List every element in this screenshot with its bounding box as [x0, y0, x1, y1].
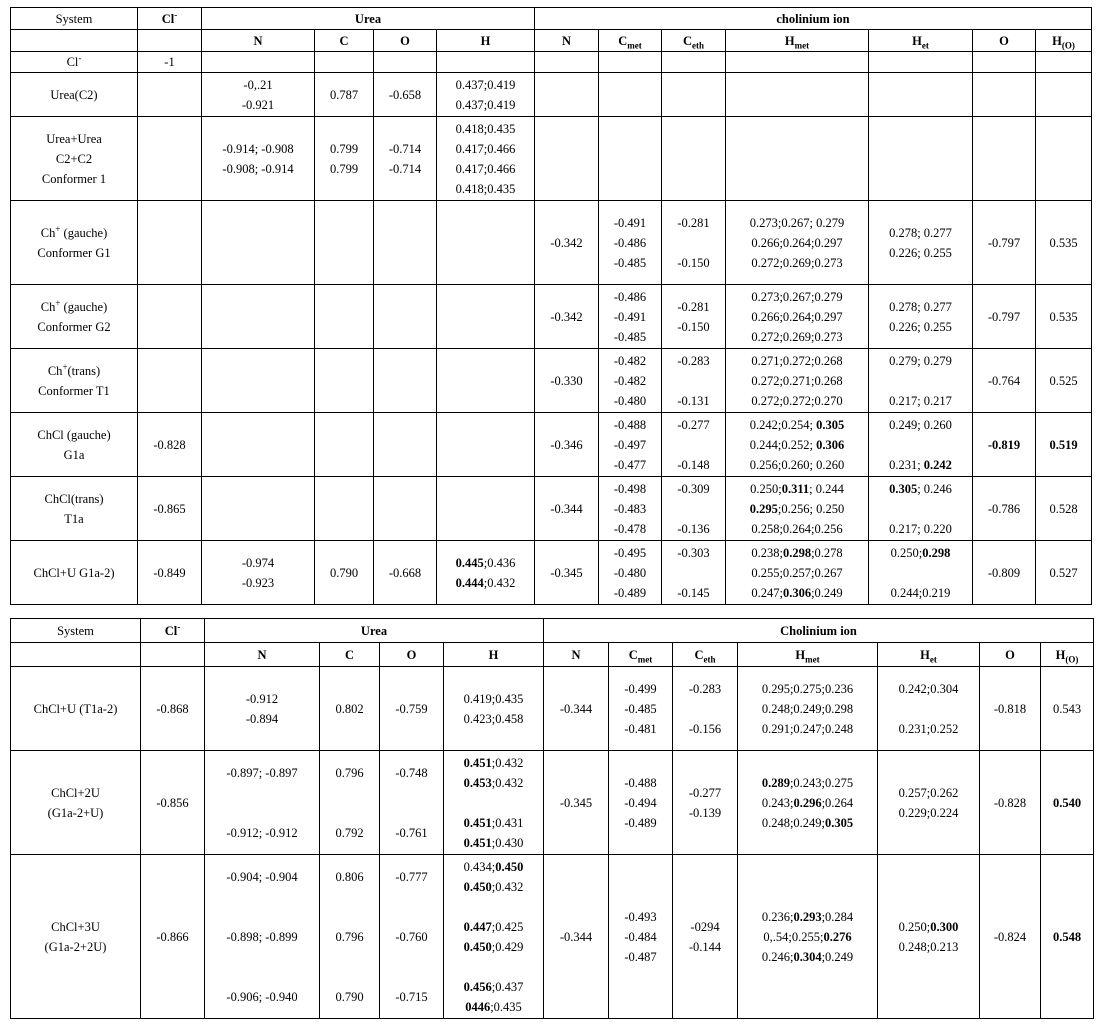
system-cell: ChCl+U (T1a-2) [11, 667, 141, 751]
system-cell: Cl- [11, 52, 138, 73]
chloride-charge-cell [138, 285, 202, 349]
charge-cell-cHet: 0.279; 0.279 0.217; 0.217 [869, 349, 973, 413]
chloride-charge-cell: -0.849 [138, 541, 202, 605]
charge-cell-cHmet: 0.238;0.298;0.278 0.255;0.257;0.267 0.247;0.306;0.249 [726, 541, 869, 605]
header-blank [141, 643, 205, 667]
table-row [11, 855, 1094, 1019]
charge-cell-cN [535, 73, 599, 117]
header-cholinium-atom: $H_{(O)}$ [1036, 30, 1092, 52]
charge-cell-uO: -0.777 -0.760 -0.715 [380, 855, 444, 1019]
charge-cell-uN [202, 349, 315, 413]
charge-cell-cCmet: -0.488 -0.494 -0.489 [609, 751, 673, 855]
charge-cell-cHO: 0.535 [1036, 201, 1092, 285]
system-cell: Ch+(trans) Conformer T1 [11, 349, 138, 413]
table-row [11, 477, 1092, 541]
charge-cell-cN: -0.346 [535, 413, 599, 477]
charge-cell-cHmet: 0.295;0.275;0.236 0.248;0.249;0.298 0.291;0.247;0.248 [738, 667, 878, 751]
charge-cell-cHO: 0.519 [1036, 413, 1092, 477]
table-row [11, 285, 1092, 349]
charge-cell-cHmet [726, 73, 869, 117]
header-urea-atom: H [437, 30, 535, 52]
header-urea-atom: O [380, 643, 444, 667]
header-cholinium-atom: $H_{(O)}$ [1041, 643, 1094, 667]
charge-table-2 [10, 618, 1094, 1019]
header-urea-atom: O [374, 30, 437, 52]
charge-cell-uN [202, 477, 315, 541]
charge-cell-uN: -0,.21 -0.921 [202, 73, 315, 117]
header-blank [138, 30, 202, 52]
charge-cell-uC [315, 201, 374, 285]
charge-cell-cHmet [726, 117, 869, 201]
charge-cell-uC: 0.806 0.796 0.790 [320, 855, 380, 1019]
chloride-charge-cell [138, 117, 202, 201]
charge-cell-uH: 0.434;0.450 0.450;0.432 0.447;0.425 0.450;0.429 0.456;0.437 0446;0.435 [444, 855, 544, 1019]
charge-cell-cHmet: 0.236;0.293;0.284 0,.54;0.255;0.276 0.246;0.304;0.249 [738, 855, 878, 1019]
charge-cell-uC: 0.796 0.792 [320, 751, 380, 855]
charge-cell-cHmet: 0.289;0.243;0.275 0.243;0.296;0.264 0.248;0.249;0.305 [738, 751, 878, 855]
charge-cell-cCmet [599, 117, 662, 201]
header-cholinium-atom: $C_{eth}$ [662, 30, 726, 52]
charge-cell-uC [315, 52, 374, 73]
header-system: System [11, 619, 141, 643]
charge-cell-cN: -0.342 [535, 201, 599, 285]
charge-cell-uO: -0.714 -0.714 [374, 117, 437, 201]
charge-cell-uH [437, 201, 535, 285]
table-row [11, 52, 1092, 73]
charge-cell-cHO: 0.548 [1041, 855, 1094, 1019]
charge-cell-cHet: 0.305; 0.246 0.217; 0.220 [869, 477, 973, 541]
header-cholinium-atom: $H_{met}$ [726, 30, 869, 52]
charge-cell-cN: -0.344 [544, 667, 609, 751]
charge-cell-uH: 0.418;0.435 0.417;0.466 0.417;0.466 0.418;0.435 [437, 117, 535, 201]
charge-cell-cHO: 0.535 [1036, 285, 1092, 349]
charge-cell-uO: -0.658 [374, 73, 437, 117]
charge-cell-uH [437, 349, 535, 413]
charge-cell-cHmet [726, 52, 869, 73]
table-row [11, 751, 1094, 855]
charge-cell-cCmet: -0.493 -0.484 -0.487 [609, 855, 673, 1019]
charge-cell-uN [202, 285, 315, 349]
header-cholinium-atom: O [980, 643, 1041, 667]
header-urea: Urea [202, 8, 535, 30]
charge-cell-cCeth [662, 52, 726, 73]
charge-cell-uO: -0.668 [374, 541, 437, 605]
charge-cell-uN [202, 52, 315, 73]
system-cell: Ch+ (gauche) Conformer G1 [11, 201, 138, 285]
charge-cell-uC [315, 285, 374, 349]
charge-cell-cN: -0.342 [535, 285, 599, 349]
system-cell: ChCl(trans) T1a [11, 477, 138, 541]
header-blank [11, 643, 141, 667]
charge-cell-uC: 0.799 0.799 [315, 117, 374, 201]
system-cell: ChCl+2U (G1a-2+U) [11, 751, 141, 855]
charge-cell-uC: 0.787 [315, 73, 374, 117]
charge-cell-cCeth: -0.303 -0.145 [662, 541, 726, 605]
system-cell: Urea+Urea C2+C2 Conformer 1 [11, 117, 138, 201]
charge-cell-cO [973, 73, 1036, 117]
charge-cell-cHmet: 0.273;0.267; 0.279 0.266;0.264;0.297 0.272;0.269;0.273 [726, 201, 869, 285]
charge-cell-cN [535, 52, 599, 73]
charge-cell-cCeth: -0.277 -0.148 [662, 413, 726, 477]
charge-cell-cHO [1036, 52, 1092, 73]
system-cell: ChCl+U G1a-2) [11, 541, 138, 605]
header-urea-atom: N [205, 643, 320, 667]
header-urea-atom: H [444, 643, 544, 667]
charge-cell-cN: -0.345 [535, 541, 599, 605]
header-cholinium-atom: $C_{met}$ [609, 643, 673, 667]
charge-cell-cHO: 0.527 [1036, 541, 1092, 605]
charge-cell-uO [374, 477, 437, 541]
charge-cell-uC: 0.802 [320, 667, 380, 751]
header-cholinium-atom: $H_{met}$ [738, 643, 878, 667]
charge-cell-cHet: 0.242;0.304 0.231;0.252 [878, 667, 980, 751]
table-row [11, 413, 1092, 477]
charge-cell-uO: -0.748 -0.761 [380, 751, 444, 855]
charge-cell-cCmet: -0.495 -0.480 -0.489 [599, 541, 662, 605]
charge-cell-cCmet [599, 73, 662, 117]
header-cholinium: cholinium ion [535, 8, 1092, 30]
charge-cell-cO: -0.819 [973, 413, 1036, 477]
charge-cell-cO: -0.797 [973, 285, 1036, 349]
charge-cell-cHet [869, 73, 973, 117]
charge-cell-uH: 0.437;0.419 0.437;0.419 [437, 73, 535, 117]
charge-cell-cHO [1036, 117, 1092, 201]
header-blank [11, 30, 138, 52]
charge-cell-cN: -0.330 [535, 349, 599, 413]
table-row [11, 349, 1092, 413]
charge-cell-cHet: 0.250;0.300 0.248;0.213 [878, 855, 980, 1019]
header-cholinium: Cholinium ion [544, 619, 1094, 643]
system-cell: Ch+ (gauche) Conformer G2 [11, 285, 138, 349]
charge-cell-uC: 0.790 [315, 541, 374, 605]
charge-cell-cCmet: -0.491 -0.486 -0.485 [599, 201, 662, 285]
charge-cell-cCeth: -0.283 -0.156 [673, 667, 738, 751]
charge-cell-cCmet [599, 52, 662, 73]
charge-cell-cO: -0.786 [973, 477, 1036, 541]
charge-cell-uH [437, 413, 535, 477]
chloride-charge-cell: -0.856 [141, 751, 205, 855]
charge-cell-uH: 0.451;0.432 0.453;0.432 0.451;0.431 0.451;0.430 [444, 751, 544, 855]
charge-cell-cN: -0.344 [535, 477, 599, 541]
charge-cell-uH [437, 285, 535, 349]
charge-cell-cCeth: -0.281 -0.150 [662, 201, 726, 285]
system-cell: ChCl+3U (G1a-2+2U) [11, 855, 141, 1019]
charge-cell-cHet [869, 52, 973, 73]
header-urea-atom: N [202, 30, 315, 52]
charge-cell-uC [315, 413, 374, 477]
charge-cell-cCmet: -0.482 -0.482 -0.480 [599, 349, 662, 413]
chloride-charge-cell: -0.828 [138, 413, 202, 477]
charge-cell-cHet [869, 117, 973, 201]
charge-cell-cHet: 0.278; 0.277 0.226; 0.255 [869, 201, 973, 285]
header-urea-atom: C [315, 30, 374, 52]
header-chloride: Cl- [141, 619, 205, 643]
charge-cell-cHO: 0.525 [1036, 349, 1092, 413]
charge-cell-cO: -0.764 [973, 349, 1036, 413]
charge-cell-uO [374, 413, 437, 477]
charge-cell-cCmet: -0.499 -0.485 -0.481 [609, 667, 673, 751]
charge-cell-cO: -0.828 [980, 751, 1041, 855]
charge-cell-uN [202, 413, 315, 477]
charge-cell-cO: -0.824 [980, 855, 1041, 1019]
charge-cell-uN: -0.904; -0.904 -0.898; -0.899 -0.906; -0.940 [205, 855, 320, 1019]
charge-cell-uN: -0.897; -0.897 -0.912; -0.912 [205, 751, 320, 855]
chloride-charge-cell [138, 201, 202, 285]
table-row [11, 201, 1092, 285]
charge-cell-cN: -0.344 [544, 855, 609, 1019]
header-cholinium-atom: $C_{eth}$ [673, 643, 738, 667]
charge-cell-uO [374, 201, 437, 285]
charge-cell-uN: -0.912 -0.894 [205, 667, 320, 751]
header-chloride: Cl- [138, 8, 202, 30]
system-cell: Urea(C2) [11, 73, 138, 117]
charge-cell-cO: -0.818 [980, 667, 1041, 751]
charge-cell-cHmet: 0.242;0.254; 0.305 0.244;0.252; 0.306 0.256;0.260; 0.260 [726, 413, 869, 477]
chloride-charge-cell: -0.865 [138, 477, 202, 541]
charge-cell-cHmet: 0.250;0.311; 0.244 0.295;0.256; 0.250 0.258;0.264;0.256 [726, 477, 869, 541]
chloride-charge-cell [138, 73, 202, 117]
header-urea-atom: C [320, 643, 380, 667]
charge-cell-uH: 0.445;0.436 0.444;0.432 [437, 541, 535, 605]
charge-cell-cO: -0.809 [973, 541, 1036, 605]
charge-cell-cHO: 0.540 [1041, 751, 1094, 855]
chloride-charge-cell: -1 [138, 52, 202, 73]
charge-cell-cCeth: -0.281 -0.150 [662, 285, 726, 349]
charge-table-1 [10, 7, 1092, 605]
charge-cell-cHet: 0.257;0.262 0.229;0.224 [878, 751, 980, 855]
charge-cell-uO [374, 349, 437, 413]
table-row [11, 117, 1092, 201]
header-urea: Urea [205, 619, 544, 643]
charge-cell-cO [973, 52, 1036, 73]
charge-cell-cHmet: 0.273;0.267;0.279 0.266;0.264;0.297 0.272;0.269;0.273 [726, 285, 869, 349]
charge-cell-cHO [1036, 73, 1092, 117]
chloride-charge-cell: -0.866 [141, 855, 205, 1019]
charge-cell-uO: -0.759 [380, 667, 444, 751]
header-cholinium-atom: N [535, 30, 599, 52]
charge-cell-cCmet: -0.486 -0.491 -0.485 [599, 285, 662, 349]
charge-cell-cO [973, 117, 1036, 201]
charge-cell-cHO: 0.528 [1036, 477, 1092, 541]
chloride-charge-cell: -0.868 [141, 667, 205, 751]
table-row [11, 73, 1092, 117]
table-row [11, 667, 1094, 751]
charge-cell-cHet: 0.250;0.298 0.244;0.219 [869, 541, 973, 605]
charge-cell-cCmet: -0.498 -0.483 -0.478 [599, 477, 662, 541]
charge-cell-cN [535, 117, 599, 201]
charge-cell-cHet: 0.249; 0.260 0.231; 0.242 [869, 413, 973, 477]
charge-cell-cHmet: 0.271;0.272;0.268 0.272;0.271;0.268 0.272;0.272;0.270 [726, 349, 869, 413]
charge-cell-cCeth [662, 73, 726, 117]
charge-cell-uN: -0.974 -0.923 [202, 541, 315, 605]
charge-cell-cCeth: -0.283 -0.131 [662, 349, 726, 413]
charge-cell-uN: -0.914; -0.908 -0.908; -0.914 [202, 117, 315, 201]
charge-cell-cCeth: -0.277 -0.139 [673, 751, 738, 855]
header-cholinium-atom: O [973, 30, 1036, 52]
charge-cell-uN [202, 201, 315, 285]
charge-cell-cO: -0.797 [973, 201, 1036, 285]
charge-cell-uO [374, 52, 437, 73]
header-cholinium-atom: N [544, 643, 609, 667]
header-cholinium-atom: $H_{et}$ [878, 643, 980, 667]
charge-cell-cCeth: -0294 -0.144 [673, 855, 738, 1019]
charge-cell-cCmet: -0.488 -0.497 -0.477 [599, 413, 662, 477]
header-cholinium-atom: $C_{met}$ [599, 30, 662, 52]
charge-cell-uC [315, 349, 374, 413]
header-system: System [11, 8, 138, 30]
charge-cell-cN: -0.345 [544, 751, 609, 855]
charge-cell-uH [437, 52, 535, 73]
system-cell: ChCl (gauche) G1a [11, 413, 138, 477]
charge-cell-cCeth [662, 117, 726, 201]
charge-cell-uO [374, 285, 437, 349]
charge-cell-uH [437, 477, 535, 541]
charge-cell-cHO: 0.543 [1041, 667, 1094, 751]
charge-cell-uC [315, 477, 374, 541]
table-row [11, 541, 1092, 605]
header-cholinium-atom: $H_{et}$ [869, 30, 973, 52]
charge-cell-cCeth: -0.309 -0.136 [662, 477, 726, 541]
charge-cell-cHet: 0.278; 0.277 0.226; 0.255 [869, 285, 973, 349]
chloride-charge-cell [138, 349, 202, 413]
charge-cell-uH: 0.419;0.435 0.423;0.458 [444, 667, 544, 751]
